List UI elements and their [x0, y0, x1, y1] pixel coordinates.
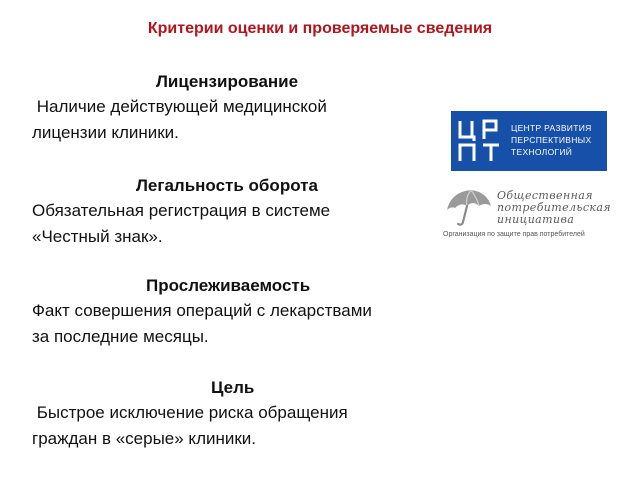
cpt-logo-line: ПЕРСПЕКТИВНЫХ	[511, 135, 592, 145]
opi-logo-line: Общественная	[497, 189, 593, 202]
section-text: Факт совершения операций с лекарствами за последние месяцы.	[32, 301, 372, 346]
section-traceability	[32, 274, 432, 350]
section-text: Быстрое исключение риска обращения граждан в «серые» клиники.	[32, 403, 348, 448]
section-goal	[32, 376, 432, 452]
section-heading: Цель	[211, 378, 255, 397]
opi-logo-tagline: Организация по защите прав потребителей	[443, 231, 585, 238]
section-heading: Прослеживаемость	[146, 276, 311, 295]
cpt-logo-text	[511, 122, 592, 158]
slide-title: Критерии оценки и проверяемые сведения	[147, 20, 493, 37]
opi-logo-line: потребительская	[497, 201, 611, 214]
umbrella-icon	[443, 186, 495, 230]
section-legality	[32, 174, 432, 250]
section-text: Наличие действующей медицинской лицензии клиники.	[32, 97, 327, 142]
section-text: Обязательная регистрация в системе «Честный знак».	[32, 201, 331, 246]
section-heading: Лицензирование	[156, 72, 299, 91]
opi-logo-name	[497, 190, 611, 226]
section-heading: Легальность оборота	[136, 176, 318, 195]
opi-logo-line: инициатива	[497, 213, 575, 226]
cpt-logo-line: ЦЕНТР РАЗВИТИЯ	[511, 123, 592, 133]
cpt-logo-line: ТЕХНОЛОГИЙ	[511, 147, 573, 157]
cpt-logo	[451, 111, 607, 171]
section-licensing	[32, 70, 432, 146]
cpt-mark-icon	[457, 119, 505, 163]
opi-logo	[443, 186, 618, 246]
